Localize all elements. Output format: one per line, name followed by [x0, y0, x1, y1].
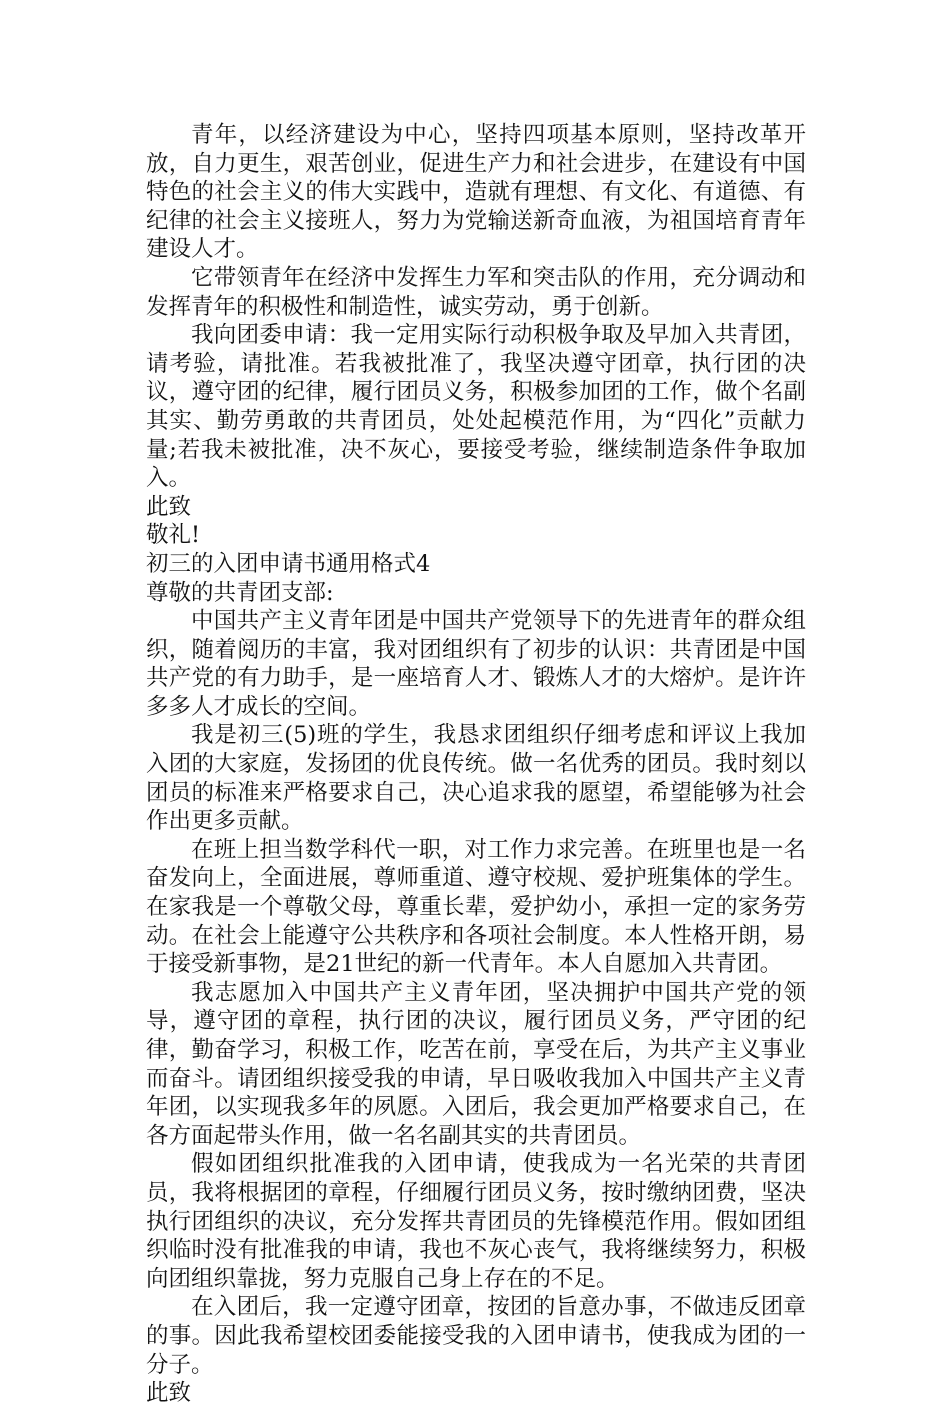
closing-regards: 敬礼! — [146, 522, 201, 549]
paragraph-after-joining: 在入团后，我一定遵守团章，按团的旨意办事，不做违反团章的事。因此我希望校团委能接受我的入团申请书，使我成为团的一分子。 — [146, 1294, 806, 1378]
letter-addressee: 尊敬的共青团支部: — [146, 579, 334, 606]
paragraph-self-introduction: 我是初三(5)班的学生，我恳求团组织仔细考虑和评议上我加入团的大家庭，发扬团的优良传统。做一名优秀的团员。我时刻以团员的标准来严格要求自己，决心追求我的愿望，希望能够为社会作出更多贡献。 — [146, 722, 806, 835]
paragraph-youth-mission: 青年，以经济建设为中心，坚持四项基本原则，坚持改革开放，自力更生，艰苦创业，促进生产力和社会进步，在建设有中国特色的社会主义的伟大实践中，造就有理想、有文化、有道德、有纪律的社会主义接班人，努力为党输送新奇血液，为祖国培育青年建设人才。 — [146, 122, 806, 263]
closing-salutation: 此致 — [146, 493, 192, 520]
paragraph-youth-role: 它带领青年在经济中发挥生力军和突击队的作用，充分调动和发挥青年的积极性和制造性，诚实劳动，勇于创新。 — [146, 264, 806, 320]
paragraph-performance: 在班上担当数学科代一职，对工作力求完善。在班里也是一名奋发向上，全面进展，尊师重道、遵守校规、爱护班集体的学生。在家我是一个尊敬父母，尊重长辈，爱护幼小，承担一定的家务劳动。在社会上能遵守公共秩序和各项社会制度。本人性格开朗，易于接受新事物，是21世纪的新一代青年。本人自愿加入共青团。 — [146, 836, 806, 978]
paragraph-volunteer-pledge: 我志愿加入中国共产主义青年团，坚决拥护中国共产党的领导，遵守团的章程，执行团的决议，履行团员义务，严守团的纪律，勤奋学习，积极工作，吃苦在前，享受在后，为共产主义事业而奋斗。请团组织接受我的申请，早日吸收我加入中国共产主义青年团，以实现我多年的夙愿。入团后，我会更加严格要求自己，在各方面起带头作用，做一名名副其实的共青团员。 — [146, 979, 806, 1149]
section-heading: 初三的入团申请书通用格式4 — [146, 550, 431, 577]
paragraph-application-pledge: 我向团委申请：我一定用实际行动积极争取及早加入共青团，请考验，请批准。若我被批准了，我坚决遵守团章，执行团的决议，遵守团的纪律，履行团员义务，积极参加团的工作，做个名副其实、勤劳勇敢的共青团员，处处起模范作用，为“四化”贡献力量;若我未被批准，决不灰心，要接受考验，继续制造条件争取加入。 — [146, 322, 806, 492]
paragraph-if-approved: 假如团组织批准我的入团申请，使我成为一名光荣的共青团员，我将根据团的章程，仔细履行团员义务，按时缴纳团费，坚决执行团组织的决议，充分发挥共青团员的先锋模范作用。假如团组织临时没有批准我的申请，我也不灰心丧气，我将继续努力，积极向团组织靠拢，努力克服自己身上存在的不足。 — [146, 1151, 806, 1292]
paragraph-league-description: 中国共产主义青年团是中国共产党领导下的先进青年的群众组织，随着阅历的丰富，我对团组织有了初步的认识：共青团是中国共产党的有力助手，是一座培育人才、锻炼人才的大熔炉。是许许多多人才成长的空间。 — [146, 608, 806, 720]
closing-salutation-2: 此致 — [146, 1380, 192, 1407]
document-body — [146, 121, 806, 1408]
